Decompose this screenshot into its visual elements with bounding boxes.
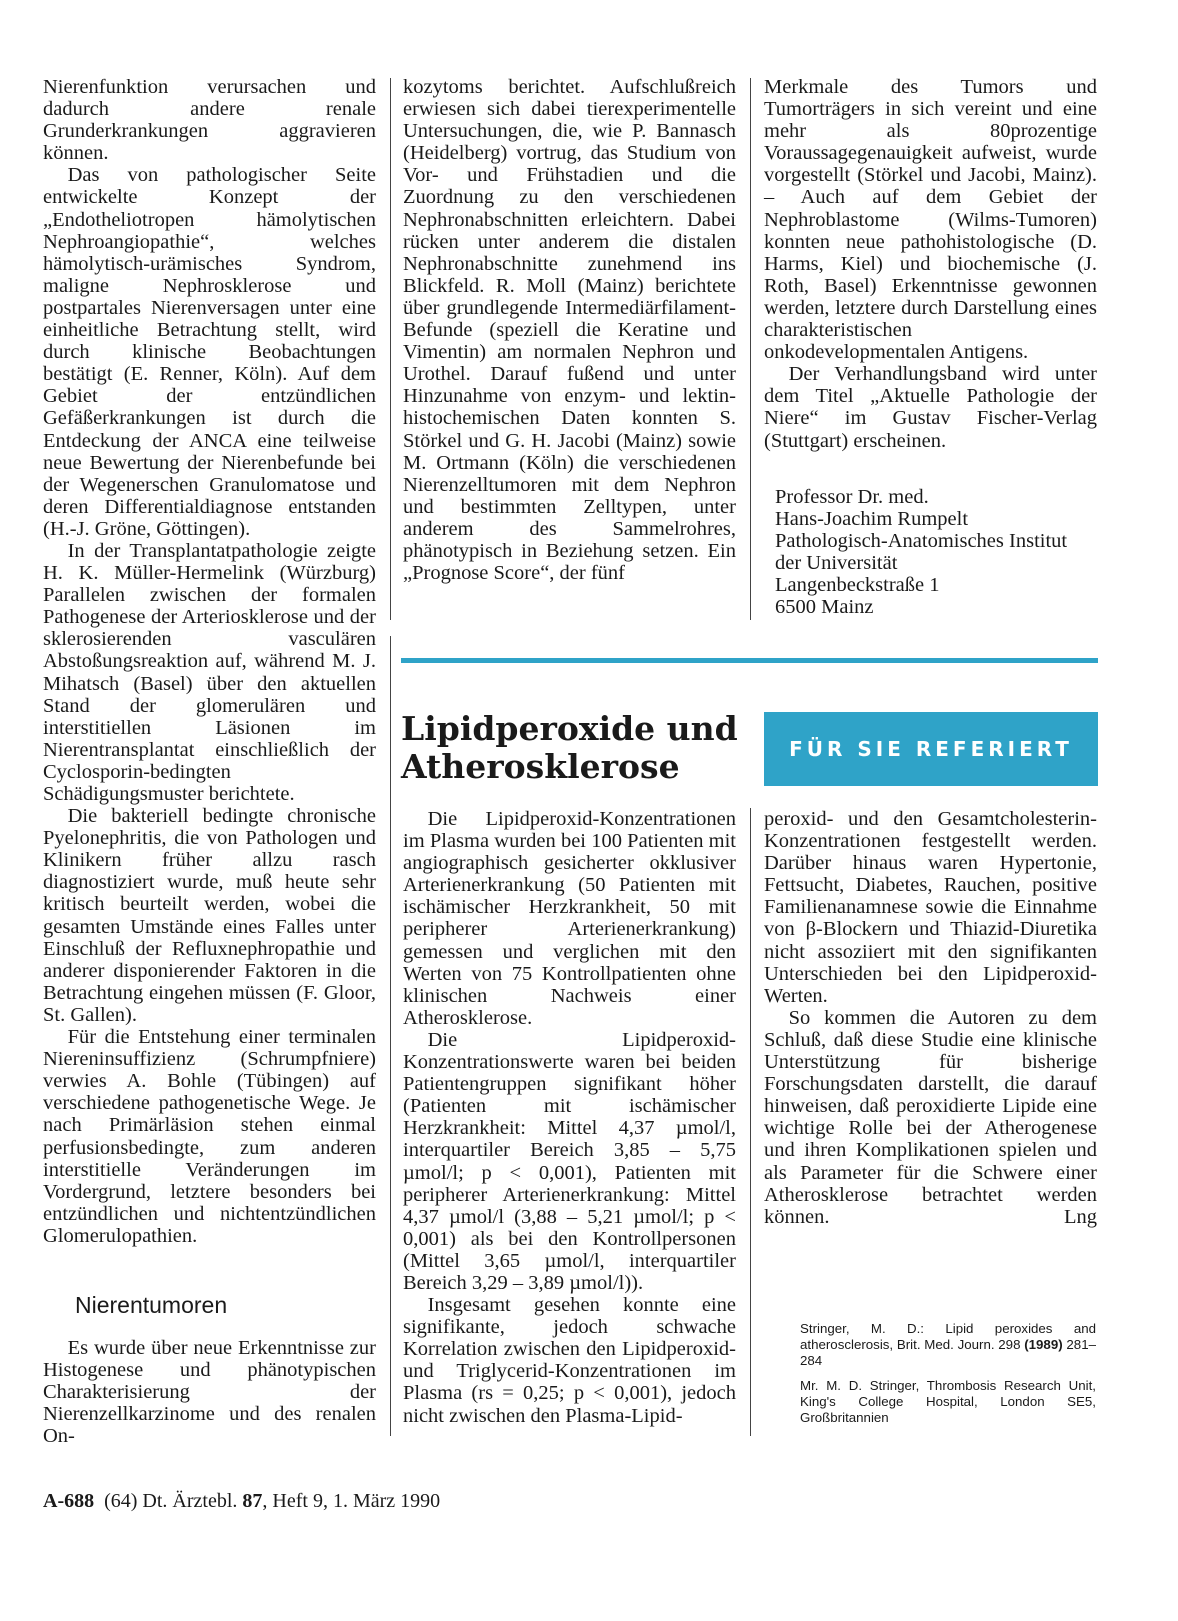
paragraph: kozytoms berichtet. Aufschlußreich erwiesen sich dabei tierexperimentelle Untersuchungen, die, wie P. Bannasch (Heidelberg) vortrug, das Studium von Vor- und Frühstadien und die Zuordnung zu den verschiedenen Nephronabschnitten erleichtern. Dabei rücken unter anderem die distalen Nephronabschnitte zunehmend ins Blickfeld. R. Moll (Mainz) berichtete über grundlegende Intermediärfilament-Befunde (speziell die Keratine und Vimentin) am normalen Nephron und Urothel. Darauf fußend und unter Hinzunahme von enzym- und lektin-histochemischen Daten konnten S. Störkel und G. H. Jacobi (Mainz) sowie M. Ortmann (Köln) die verschiedenen Nierenzelltumoren mit dem Nephron und bestimmten Zelltypen, unter anderem des Sammelrohres, phänotypisch in Beziehung setzen. Ein „Prognose Score“, der fünf <box>403 76 736 585</box>
column-1-tumor-text <box>43 1337 376 1447</box>
paragraph: In der Transplantatpathologie zeigte H. K. Müller-Hermelink (Würzburg) Parallelen zwischen der formalen Pathogenese der Arteriosklerose und der sklerosierenden vasculären Abstoßungsreaktion auf, während M. J. Mihatsch (Basel) über den aktuellen Stand der glomerulären und interstitiellen Läsionen im Nierentransplantat einschließlich der Cyclosporin-bedingten Schädigungsmuster berichtete. <box>43 539 376 805</box>
title-line: Atherosklerose <box>401 747 680 786</box>
paragraph: Die Lipidperoxid-Konzentrationen im Plasma wurden bei 100 Patienten mit angiographisch gesicherter okklusiver Arterienerkrankung (50 Patienten mit ischämischer Herzkrankheit, 50 mit peripherer Arterienerkrankung) gemessen und verglichen mit den Werten von 75 Kontrollpatienten ohne klinischen Nachweis einer Atherosklerose. <box>403 808 736 1029</box>
title-line: Lipidperoxide und <box>401 709 738 748</box>
article-column-2 <box>403 808 736 1427</box>
article-column-3 <box>764 808 1097 1228</box>
article-separator-rule <box>401 658 1098 663</box>
address-line: der Universität <box>775 552 898 575</box>
address-line: 6500 Mainz <box>775 596 874 619</box>
paragraph <box>764 1007 1097 1228</box>
column-1 <box>43 76 376 1247</box>
column-3 <box>764 76 1097 452</box>
column-2 <box>403 76 736 584</box>
section-heading-nierentumoren: Nierentumoren <box>75 1292 228 1318</box>
column-divider <box>750 78 751 620</box>
reference-block <box>800 1321 1096 1435</box>
page-code: A-688 <box>43 1490 95 1512</box>
address-line: Hans-Joachim Rumpelt <box>775 508 969 531</box>
address-line: Pathologisch-Anatomisches Institut <box>775 530 1068 553</box>
paragraph: Es wurde über neue Erkenntnisse zur Histogenese und phänotypischen Charakterisierung der Nierenzellkarzinome und des renalen On- <box>43 1337 376 1448</box>
paragraph: Nierenfunktion verursachen und dadurch andere renale Grunderkrankungen aggravieren können. <box>43 76 376 165</box>
reference-author-address: Mr. M. D. Stringer, Thrombosis Research Unit, King's College Hospital, London SE5, Großbritannien <box>800 1378 1096 1425</box>
address-line: Professor Dr. med. <box>775 486 929 508</box>
citation: Stringer, M. D.: Lipid peroxides and atherosclerosis, Brit. Med. Journ. 298 (1989) 281–284 <box>800 1321 1096 1368</box>
column-divider <box>390 78 391 620</box>
address-line: Langenbeckstraße 1 <box>775 574 940 597</box>
paragraph: Das von pathologischer Seite entwickelte Konzept der „Endotheliotropen hämolytischen Nephroangiopathie“, welches hämolytisch-urämisches Syndrom, maligne Nephrosklerose und postpartales Nierenversagen unter eine einheitliche Betrachtung stellt, wird durch klinische Beobachtungen bestätigt (E. Renner, Köln). Auf dem Gebiet der entzündlichen Gefäßerkrankungen ist durch die Entdeckung der ANCA eine teilweise neue Bewertung der Nierenbefunde bei der Wegenerschen Granulomatose und deren Differentialdiagnose entstanden (H.-J. Gröne, Göttingen). <box>43 164 376 540</box>
column-divider <box>750 808 751 1436</box>
paragraph-text: So kommen die Autoren zu dem Schluß, daß diese Studie eine klinische Unterstützung für bisherige Forschungsdaten darstellt, die darauf hinweisen, daß peroxidierte Lipide eine wichtige Rolle bei der Atherogenese und ihren Komplikationen spielen und als Parameter für die Schwere einer Atherosklerose betrachtet werden können. <box>764 1006 1097 1228</box>
paragraph: Der Verhandlungsband wird unter dem Titel „Aktuelle Pathologie der Niere“ im Gustav Fischer-Verlag (Stuttgart) erscheinen. <box>764 363 1097 452</box>
paragraph: Insgesamt gesehen konnte eine signifikante, jedoch schwache Korrelation zwischen den Lipidperoxid- und Triglycerid-Konzentrationen im Plasma (rs = 0,25; p < 0,001), jedoch nicht zwischen den Plasma-Lipid- <box>403 1294 736 1427</box>
column-divider <box>390 636 391 1436</box>
article-title <box>401 710 738 786</box>
author-signature: Lng <box>1063 1205 1097 1228</box>
page-footer: A-688 (64) Dt. Ärztebl. 87, Heft 9, 1. März 1990 <box>43 1490 441 1512</box>
volume-number: 87 <box>242 1490 263 1512</box>
author-address <box>775 486 1067 619</box>
paragraph: Merkmale des Tumors und Tumorträgers in sich vereint und eine mehr als 80prozentige Voraussagegenauigkeit aufweist, wurde vorgestellt (Störkel und Jacobi, Mainz). – Auch auf dem Gebiet der Nephroblastome (Wilms-Tumoren) konnten neue pathohistologische (D. Harms, Kiel) und biochemische (J. Roth, Basel) Erkenntnisse gewonnen werden, letztere durch Darstellung eines charakteristischen onkodevelopmentalen Antigens. <box>764 76 1097 364</box>
paragraph: Die Lipidperoxid-Konzentrationswerte waren bei beiden Patientengruppen signifikant höher (Patienten mit ischämischer Herzkrankheit: Mittel 4,37 µmol/l, interquartiler Bereich 3,85 – 5,75 µmol/l; p < 0,001), Patienten mit peripherer Arterienerkrankung: Mittel 4,37 µmol/l (3,88 – 5,21 µmol/l; p < 0,001) als bei den Kontrollpersonen (Mittel 3,65 µmol/l, interquartiler Bereich 3,29 – 3,89 µmol/l)). <box>403 1028 736 1294</box>
paragraph: peroxid- und den Gesamtcholesterin-Konzentrationen festgestellt werden. Darüber hinaus waren Hypertonie, Fettsucht, Diabetes, Rauchen, positive Familienanamnese sowie die Einnahme von β-Blockern und Thiazid-Diuretika nicht assoziiert mit den signifikanten Unterschieden bei den Lipidperoxid-Werten. <box>764 808 1097 1007</box>
section-badge: FÜR SIE REFERIERT <box>764 712 1098 786</box>
paragraph: Die bakteriell bedingte chronische Pyelonephritis, die von Pathologen und Klinikern früher allzu rasch diagnostiziert wurde, muß heute sehr kritisch beurteilt werden, wobei die gesamten Umstände eines Falles unter Einschluß der Refluxnephropathie und anderer disponierender Faktoren in die Betrachtung eingehen müssen (F. Gloor, St. Gallen). <box>43 805 376 1026</box>
paragraph: Für die Entstehung einer terminalen Niereninsuffizienz (Schrumpfniere) verwies A. Bohle (Tübingen) auf verschiedene pathogenetische Wege. Je nach Primärläsion stehen einmal perfusionsbedingte, zum anderen interstitielle Veränderungen im Vordergrund, letztere besonders bei entzündlichen und nichtentzündlichen Glomerulopathien. <box>43 1026 376 1247</box>
